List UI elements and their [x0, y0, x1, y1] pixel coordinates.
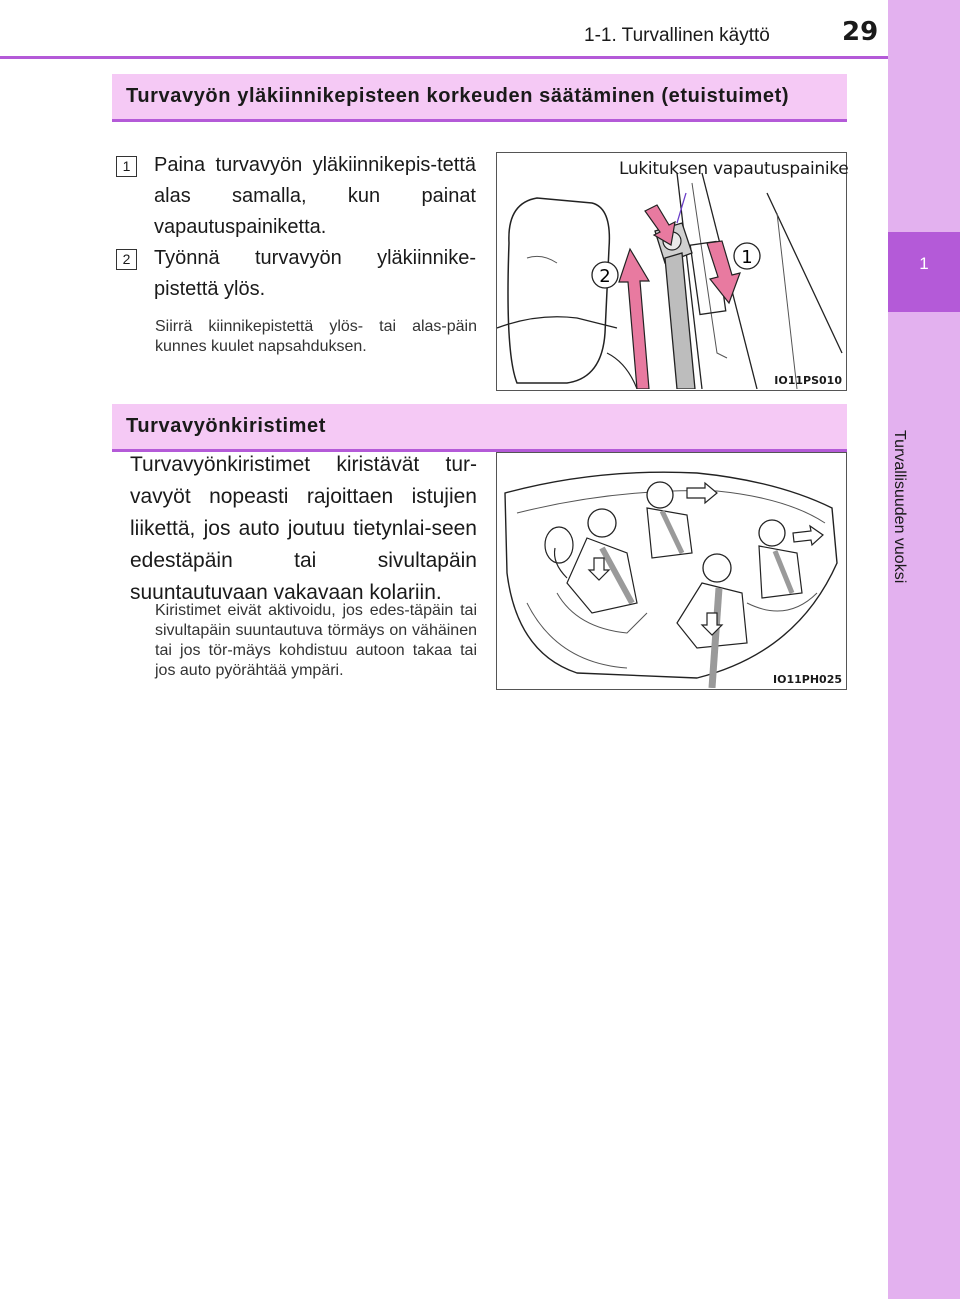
section-heading-belt-anchor: Turvavyön yläkiinnikepisteen korkeuden säätäminen (etuistuimet) [112, 74, 847, 122]
anchor-illustration [497, 153, 845, 389]
callout-release-button: Lukituksen vapautuspainike [619, 159, 849, 179]
step-number: 2 [116, 249, 137, 270]
step-number: 1 [116, 156, 137, 177]
marker-1: 1 [741, 247, 753, 268]
header-divider [0, 56, 888, 59]
step-text: Työnnä turvavyön yläkiinnike-pistettä ylös. [154, 247, 476, 300]
note-text: Siirrä kiinnikepistettä ylös- tai alas-päin kunnes kuulet napsahduksen. [155, 318, 477, 355]
page-number: 29 [842, 17, 879, 47]
section-heading-pretensioners: Turvavyönkiristimet [112, 404, 847, 452]
figure-code: IO11PS010 [774, 374, 842, 387]
chapter-strip [888, 0, 960, 1299]
section-title: 1-1. Turvallinen käyttö [584, 25, 770, 46]
chapter-number: 1 [919, 254, 929, 273]
figure-code: IO11PH025 [773, 673, 842, 686]
figure-anchor-adjust [496, 152, 847, 391]
body-text: Turvavyönkiristimet kiristävät tur-vavyöt nopeasti rajoittaen istujien liikettä, jos auto joutuu tietynlai-seen edestäpäin tai sivultapäin suuntautuvaan vakavaan kolariin. [130, 453, 477, 604]
figure-pretensioners [496, 452, 847, 690]
marker-2: 2 [599, 266, 611, 287]
note-text: Kiristimet eivät aktivoidu, jos edes-täpäin tai sivultapäin suuntautuva törmäys on vähäinen tai jos tör-mäys kohdistuu autoon takaa tai jos auto pyörähtää ympäri. [155, 602, 477, 679]
step-text: Paina turvavyön yläkiinnikepis-tettä alas samalla, kun painat vapautuspainiketta. [154, 154, 476, 238]
car-interior-illustration [497, 453, 845, 688]
